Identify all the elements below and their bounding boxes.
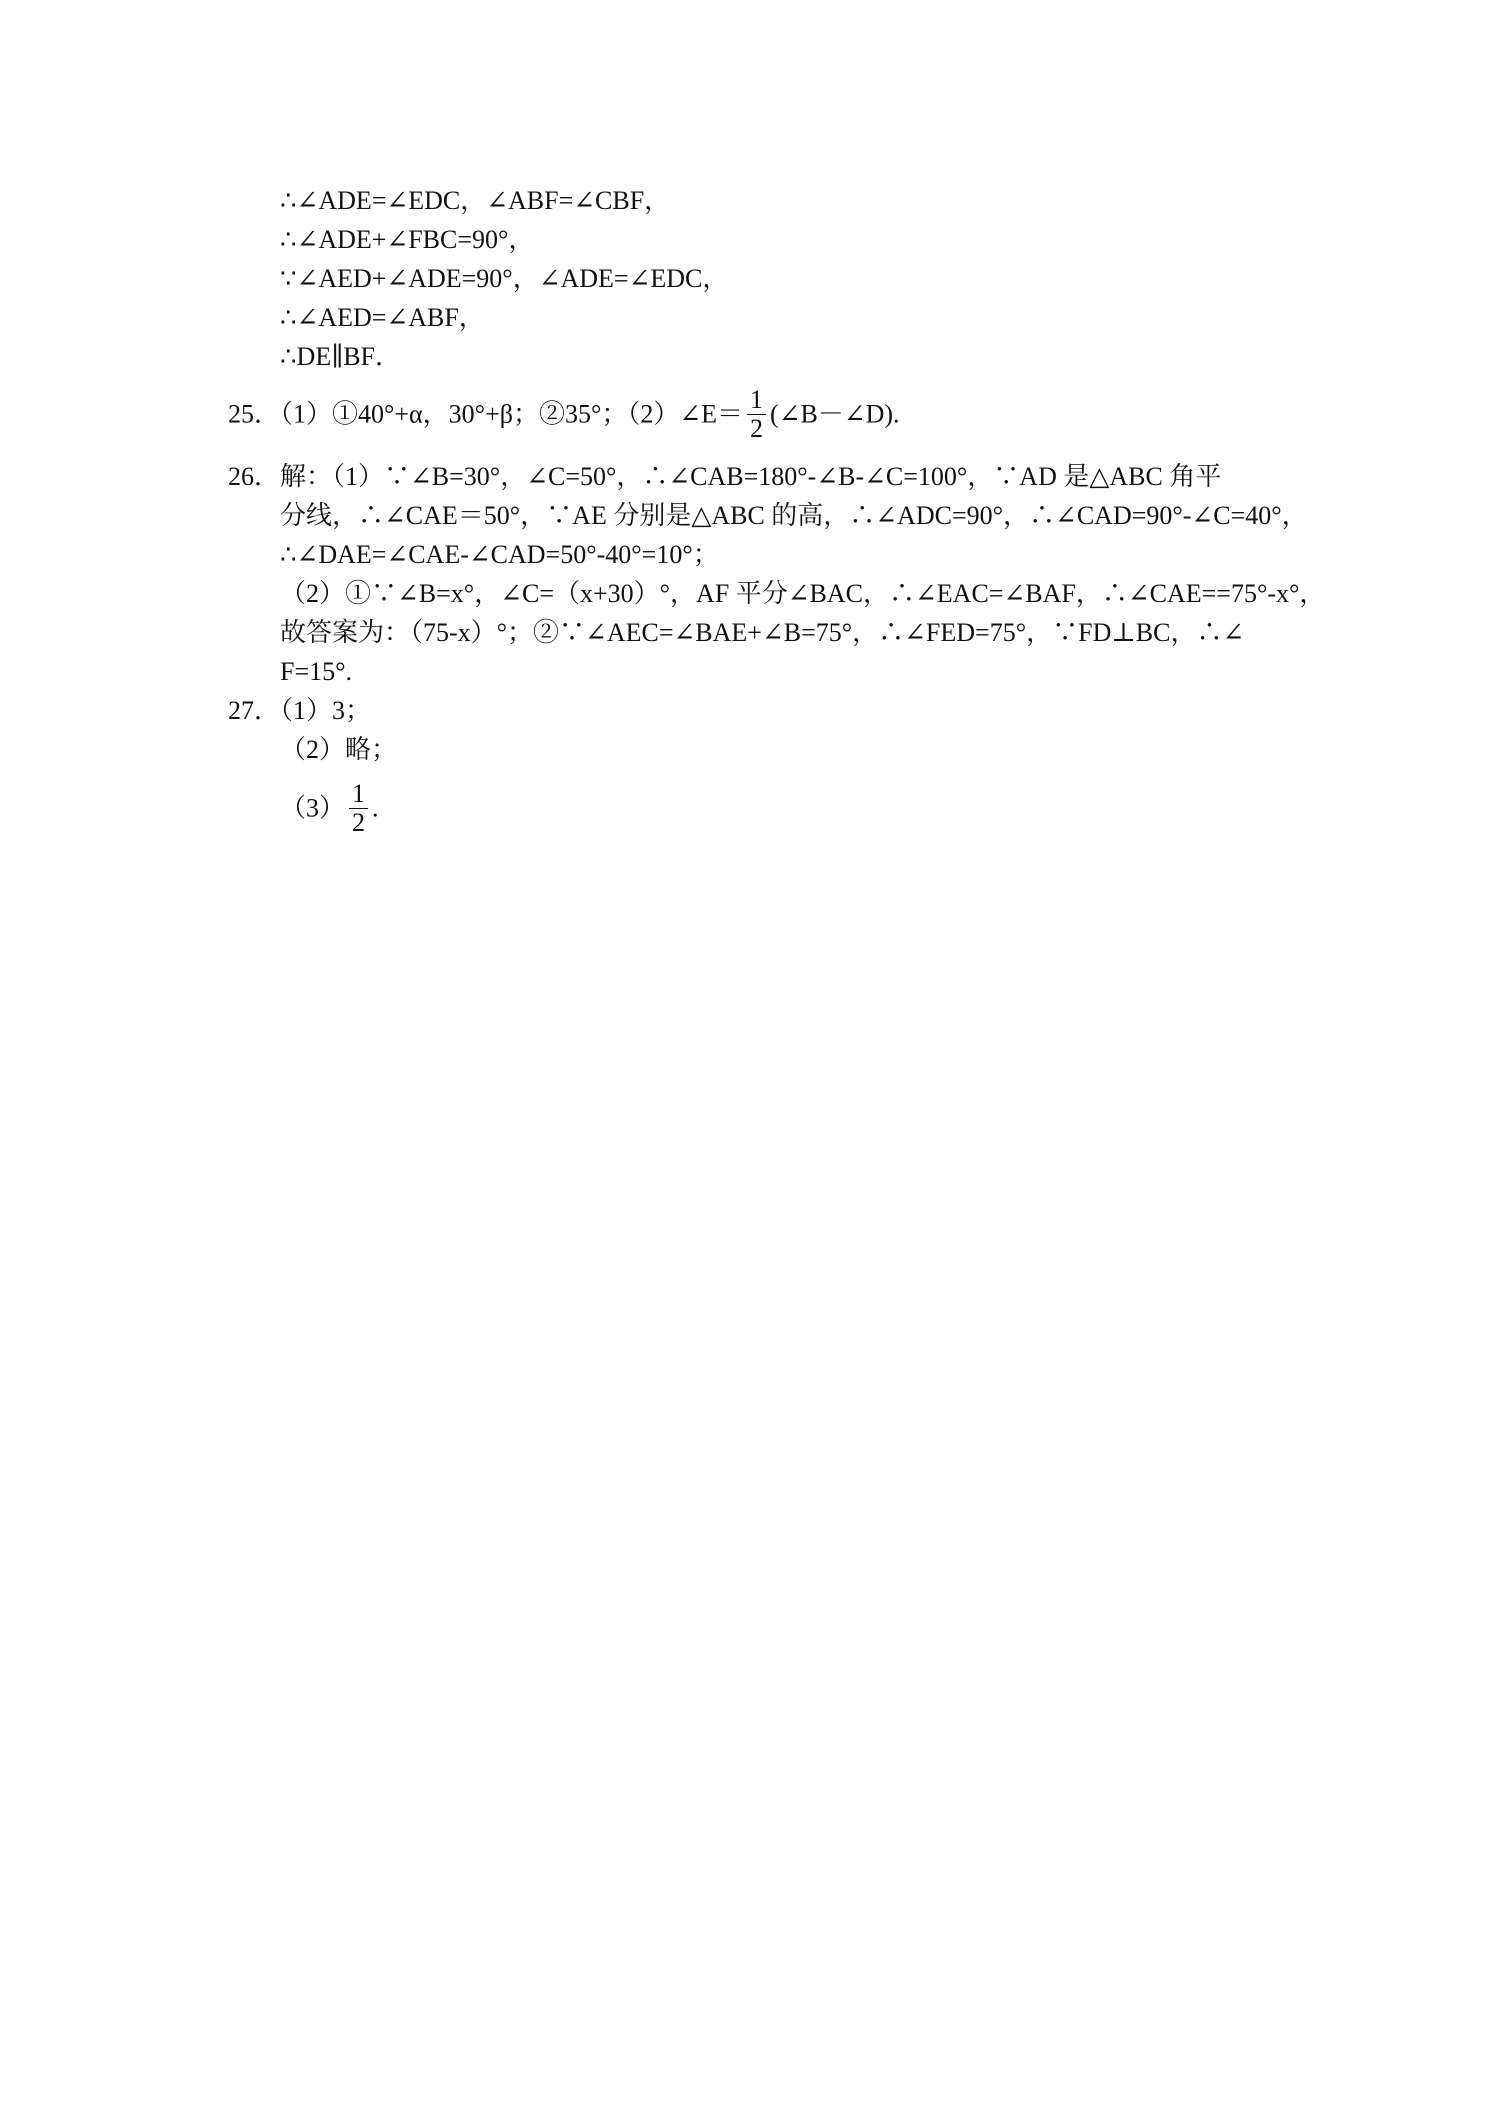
- q26-line-2: 分线，∴∠CAE＝50°，∵AE 分别是△ABC 的高，∴∠ADC=90°，∴∠CAD=90°-∠C=40°，: [280, 501, 1308, 530]
- q26-line-5: 故答案为：（75-x）°；②∵∠AEC=∠BAE+∠B=75°，∴∠FED=75°，∵FD⊥BC，∴∠: [280, 618, 1245, 647]
- proof-line-3: ∵∠AED+∠ADE=90°，∠ADE=∠EDC，: [280, 264, 729, 293]
- q27-fraction-numerator: 1: [349, 780, 368, 809]
- q25-text-pre: 25．（1）①40°+α，30°+β；②35°；（2）∠E＝: [228, 399, 744, 429]
- q27-text-pre: （3）: [280, 793, 346, 823]
- proof-line-4: ∴∠AED=∠ABF，: [280, 303, 485, 332]
- proof-line-1: ∴∠ADE=∠EDC，∠ABF=∠CBF，: [280, 186, 671, 215]
- q26-line-4: （2）①∵∠B=x°，∠C=（x+30）°，AF 平分∠BAC，∴∠EAC=∠BAF，∴∠CAE==75°-x°，: [280, 579, 1326, 608]
- q25-fraction-denominator: 2: [750, 414, 764, 443]
- q27-fraction-denominator: 2: [352, 808, 366, 837]
- q25-answer: [228, 385, 900, 445]
- q25-text-post: (∠B－∠D).: [770, 399, 900, 429]
- q27-text-post: .: [372, 793, 379, 823]
- q26-line-6: F=15°.: [280, 657, 353, 686]
- q25-fraction: [747, 386, 766, 443]
- q26-line-3: ∴∠DAE=∠CAE-∠CAD=50°-40°=10°；: [280, 540, 719, 569]
- q27-line-3: [280, 779, 379, 839]
- q27-fraction: [349, 780, 368, 837]
- proof-line-2: ∴∠ADE+∠FBC=90°，: [280, 225, 535, 254]
- proof-line-5: ∴DE∥BF．: [280, 342, 402, 371]
- q27-line-1: 27．（1）3；: [228, 696, 372, 725]
- q27-line-2: （2）略；: [280, 735, 398, 764]
- q25-fraction-numerator: 1: [747, 386, 766, 415]
- q26-line-1: 26．解：（1）∵∠B=30°，∠C=50°，∴∠CAB=180°-∠B-∠C=100°，∵AD 是△ABC 角平: [228, 462, 1222, 491]
